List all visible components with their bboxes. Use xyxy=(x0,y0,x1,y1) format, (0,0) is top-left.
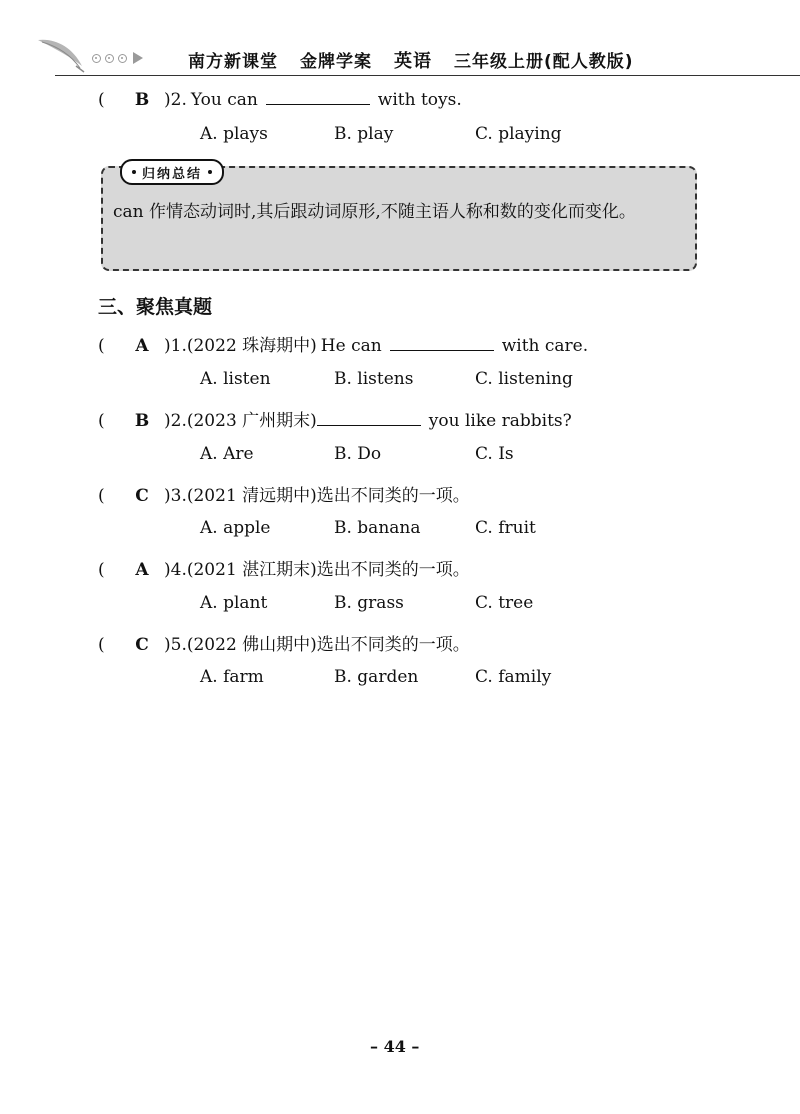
page-header xyxy=(0,0,800,78)
question-row: ( C )3. (2021 清远期中) 选出不同类的一项。 xyxy=(98,481,470,506)
option: C. listening xyxy=(475,369,573,389)
question-text-after: you like rabbits? xyxy=(428,411,572,431)
question-text: 选出不同类的一项。 xyxy=(316,635,470,655)
answer: A xyxy=(135,560,149,580)
option: A. plant xyxy=(200,593,268,613)
book-name: 金牌学案 xyxy=(300,52,372,72)
question-number: )4. xyxy=(164,560,187,580)
answer-blank xyxy=(266,86,370,105)
option: B. play xyxy=(334,124,394,144)
question-source: (2023 广州期末) xyxy=(186,411,317,431)
summary-tag-label: 归纳总结 xyxy=(142,166,203,182)
summary-text: can 作情态动词时,其后跟动词原形,不随主语人称和数的变化而变化。 xyxy=(113,202,636,222)
subject-name: 英语 xyxy=(394,51,432,72)
option: C. playing xyxy=(475,124,562,144)
question-text-after: with care. xyxy=(501,336,589,356)
question-number: )2. xyxy=(164,90,187,110)
question-text: He can xyxy=(320,336,382,356)
option: B. listens xyxy=(334,369,414,389)
question-text: 选出不同类的一项。 xyxy=(316,560,470,580)
answer: B xyxy=(134,90,150,110)
question-row: ( C )5. (2022 佛山期中) 选出不同类的一项。 xyxy=(98,630,470,655)
question-row: ( B )2. You can with toys. xyxy=(98,86,462,110)
section-title: 三、聚焦真题 xyxy=(98,296,213,318)
option: A. listen xyxy=(200,369,271,389)
option: A. apple xyxy=(200,518,271,538)
option: A. farm xyxy=(200,667,264,687)
grade-label: 三年级上册(配人教版) xyxy=(454,52,634,72)
bullet-icon xyxy=(132,170,136,174)
feather-icon xyxy=(36,36,86,74)
question-source: (2021 清远期中) xyxy=(186,486,317,506)
option: C. fruit xyxy=(475,518,536,538)
question-row: ( A )1. (2022 珠海期中) He can with care. xyxy=(98,331,588,356)
answer: A xyxy=(135,336,149,356)
question-number: )3. xyxy=(164,486,187,506)
option: B. grass xyxy=(334,593,404,613)
option: C. family xyxy=(475,667,552,687)
question-text-after: with toys. xyxy=(377,90,462,110)
page-number: – 44 – xyxy=(370,1037,420,1056)
question-number: )1. xyxy=(164,336,187,356)
option: A. Are xyxy=(200,444,254,464)
question-text: You can xyxy=(190,90,258,110)
header-title xyxy=(188,47,634,73)
question-source: (2021 湛江期末) xyxy=(186,560,317,580)
question-source: (2022 佛山期中) xyxy=(186,635,317,655)
question-number: )2. xyxy=(164,411,187,431)
summary-tag xyxy=(120,159,224,185)
question-text: 选出不同类的一项。 xyxy=(316,486,470,506)
option: A. plays xyxy=(200,124,268,144)
option: B. Do xyxy=(334,444,382,464)
option: B. garden xyxy=(334,667,419,687)
answer: C xyxy=(135,486,149,506)
bullet-icon xyxy=(208,170,212,174)
option: B. banana xyxy=(334,518,421,538)
question-row: ( A )4. (2021 湛江期末) 选出不同类的一项。 xyxy=(98,555,470,580)
answer: B xyxy=(134,411,150,431)
option: C. tree xyxy=(475,593,534,613)
series-name: 南方新课堂 xyxy=(188,52,278,72)
answer: C xyxy=(135,635,149,655)
question-source: (2022 珠海期中) xyxy=(186,336,317,356)
answer-blank xyxy=(390,332,494,351)
question-number: )5. xyxy=(164,635,187,655)
option: C. Is xyxy=(475,444,514,464)
answer-blank xyxy=(317,407,421,426)
decorative-dots xyxy=(92,52,143,64)
question-row: ( B )2. (2023 广州期末) you like rabbits? xyxy=(98,406,572,431)
header-divider xyxy=(55,75,800,76)
